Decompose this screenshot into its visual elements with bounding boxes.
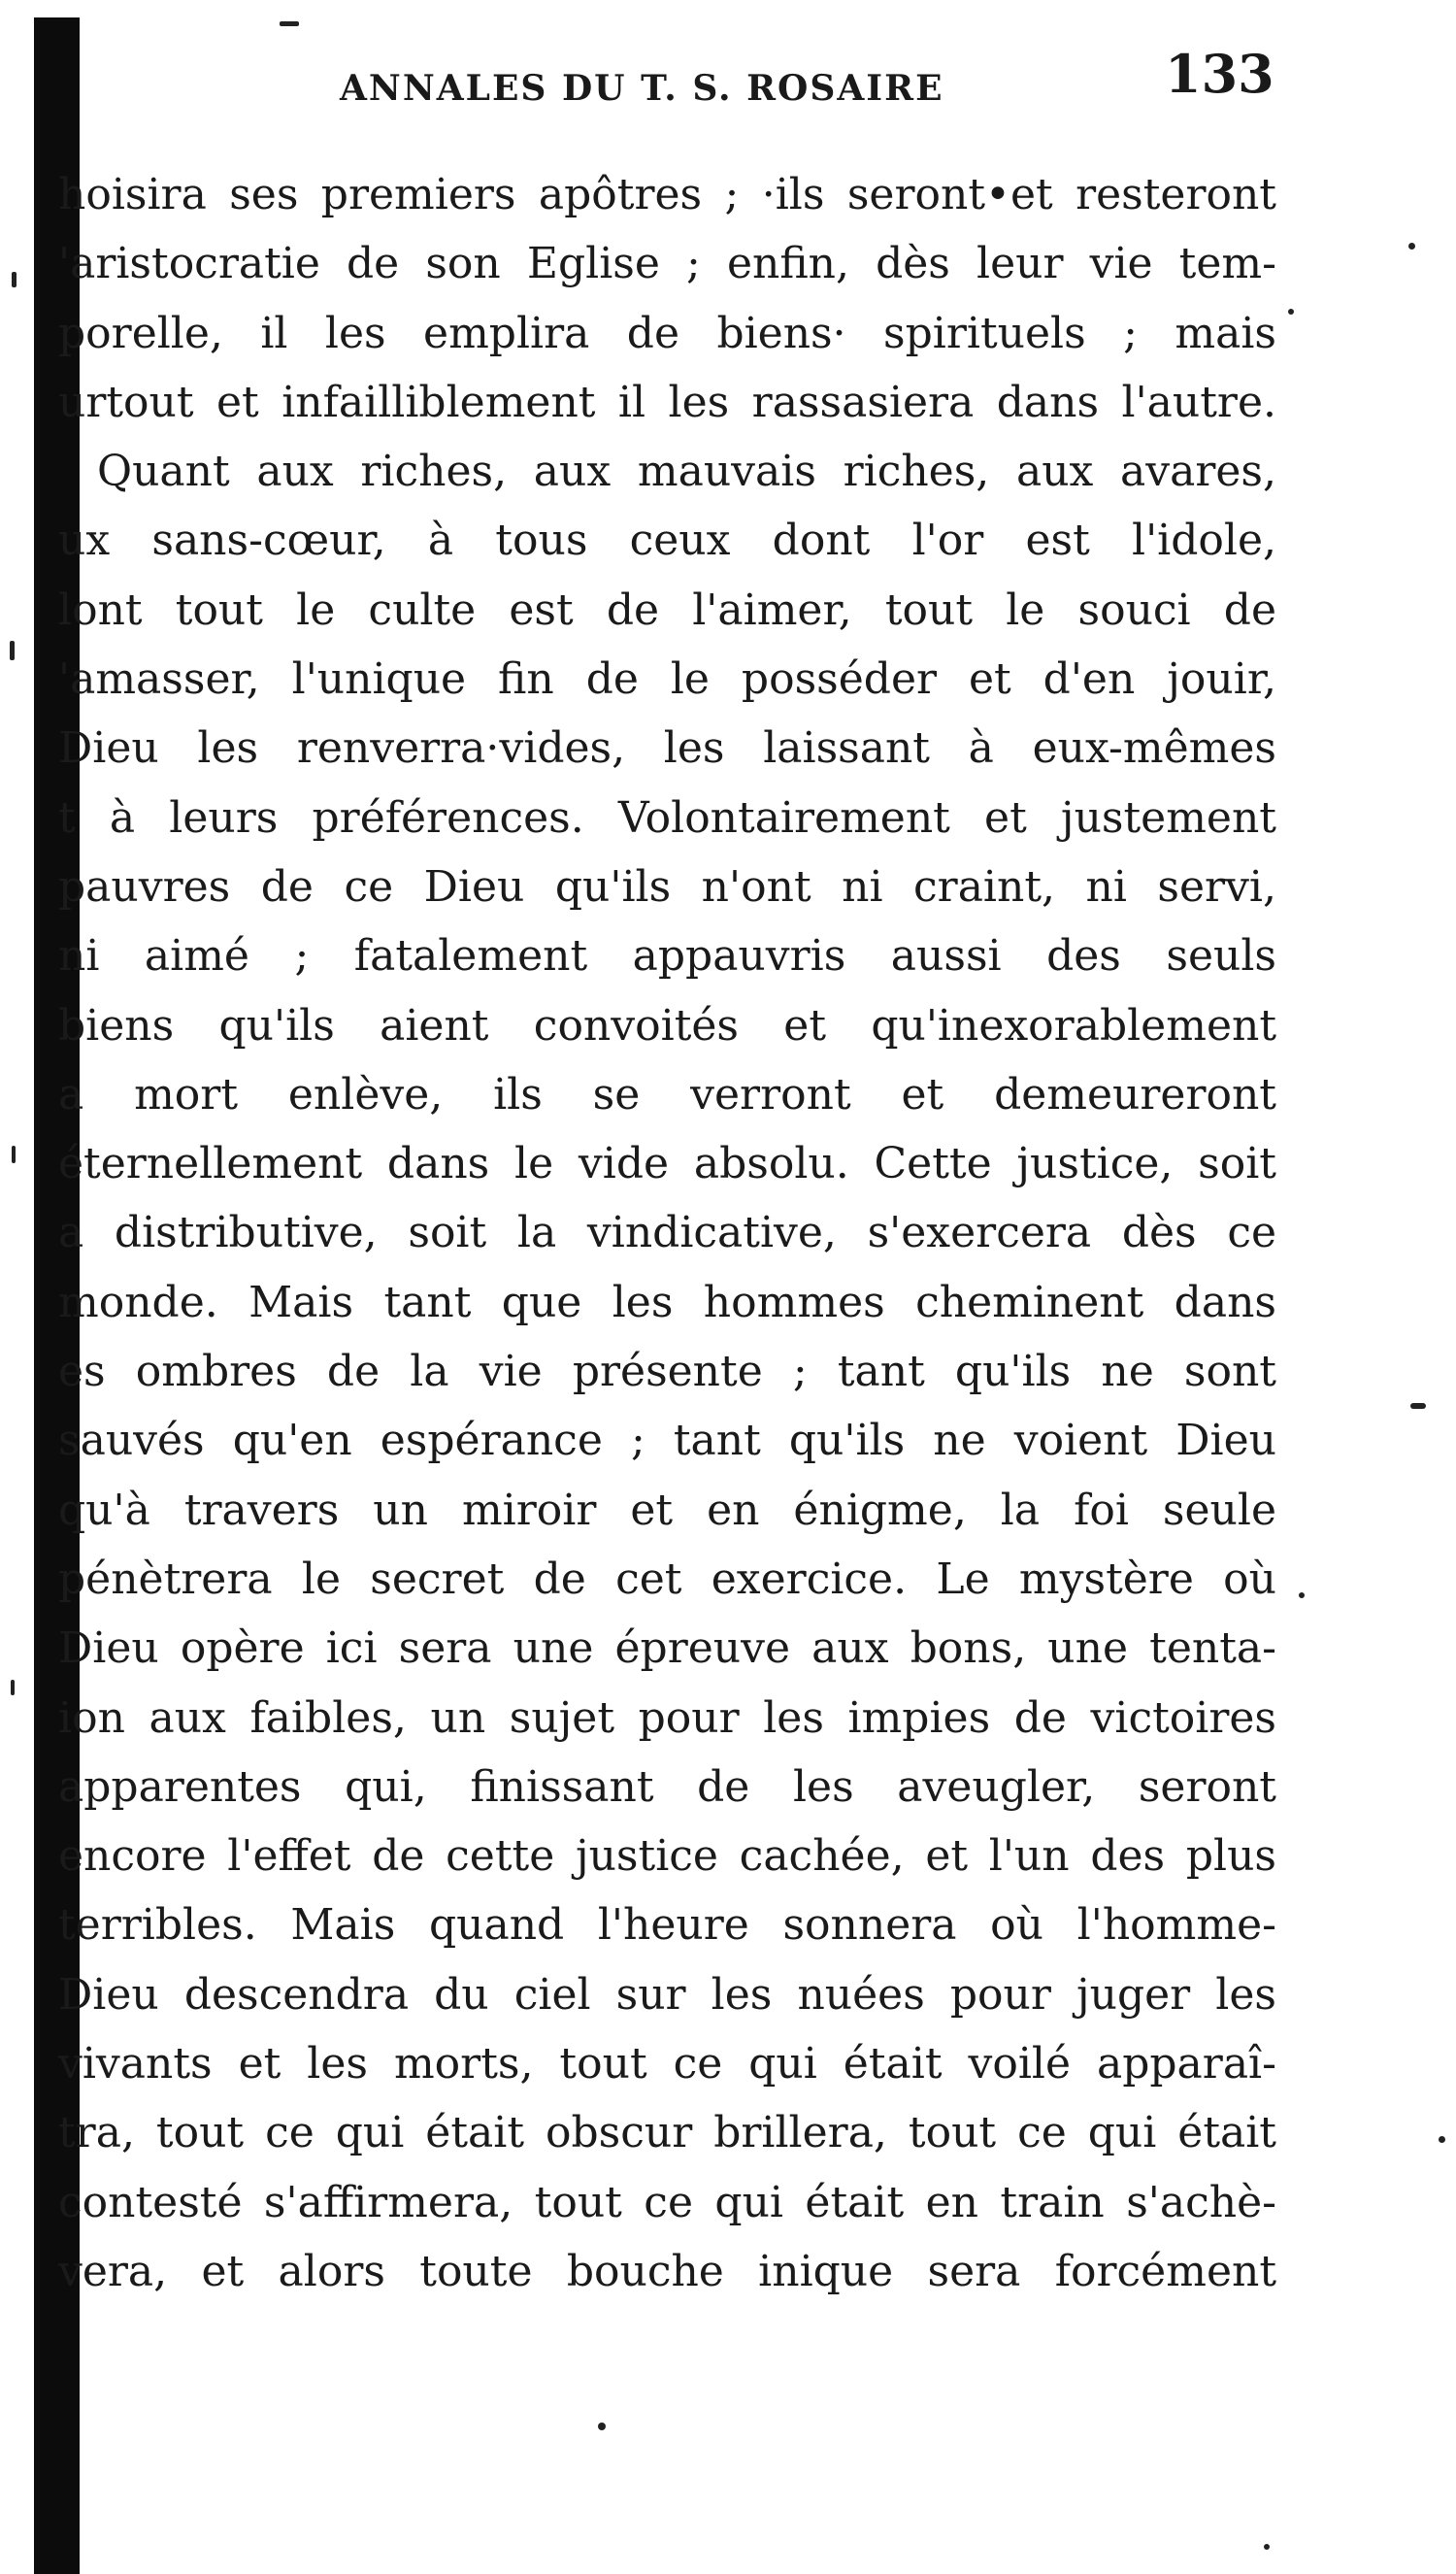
scan-speck: [1439, 2136, 1445, 2143]
running-title: ANNALES DU T. S. ROSAIRE: [340, 68, 944, 109]
body-text: [58, 160, 1276, 2306]
scan-speck: [12, 272, 17, 287]
scan-speck: [11, 1680, 15, 1695]
text-line: contesté s'affirmera, tout ce qui était en train s'achè-: [58, 2177, 1276, 2227]
text-line: qu'à travers un miroir et en énigme, la foi seule: [58, 1485, 1276, 1535]
paragraph-start-line: Quant aux riches, aux mauvais riches, aux avares,: [97, 447, 1276, 497]
scan-speck: [1410, 1403, 1426, 1409]
text-line: vera, et alors toute bouche inique sera forcément: [58, 2246, 1276, 2296]
text-line: monde. Mais tant que les hommes cheminent dans: [58, 1277, 1276, 1327]
text-line: pauvres de ce Dieu qu'ils n'ont ni craint, ni servi,: [58, 861, 1276, 912]
scan-speck: [1299, 1592, 1305, 1598]
text-line: terribles. Mais quand l'heure sonnera où l'homme-: [58, 1900, 1276, 1951]
text-line: Dieu descendra du ciel sur les nuées pour juger les: [58, 1969, 1276, 2020]
text-line: es ombres de la vie présente ; tant qu'ils ne sont: [58, 1347, 1276, 1397]
text-line: Dieu les renverra·vides, les laissant à eux-mêmes: [58, 723, 1276, 774]
text-line: porelle, il les emplira de biens· spirituels ; mais: [58, 308, 1276, 358]
scan-speck: [598, 2423, 606, 2430]
scan-speck: [1288, 309, 1294, 315]
scan-speck: [1408, 243, 1415, 250]
text-line: sauvés qu'en espérance ; tant qu'ils ne voient Dieu: [58, 1416, 1276, 1466]
text-line: t à leurs préférences. Volontairement et justement: [58, 792, 1276, 843]
page-number: 133: [1165, 43, 1274, 105]
text-line: encore l'effet de cette justice cachée, et l'un des plus: [58, 1831, 1276, 1882]
scan-speck: [10, 641, 15, 660]
text-line: apparentes qui, finissant de les aveugler, seront: [58, 1761, 1276, 1812]
text-line: ux sans-cœur, à tous ceux dont l'or est l'idole,: [58, 516, 1276, 566]
text-line: 'aristocratie de son Eglise ; enfin, dès leur vie tem-: [58, 239, 1276, 289]
scan-speck: [1264, 2544, 1270, 2550]
scan-speck: [12, 1146, 16, 1163]
text-line: a distributive, soit la vindicative, s'exercera dès ce: [58, 1208, 1276, 1258]
text-line: ion aux faibles, un sujet pour les impies de victoires: [58, 1692, 1276, 1743]
text-line: urtout et infailliblement il les rassasiera dans l'autre.: [58, 377, 1276, 427]
text-line: Dieu opère ici sera une épreuve aux bons, une tenta-: [58, 1623, 1276, 1674]
text-line: tra, tout ce qui était obscur brillera, tout ce qui était: [58, 2108, 1276, 2158]
text-line: éternellement dans le vide absolu. Cette justice, soit: [58, 1139, 1276, 1189]
text-line: pénètrera le secret de cet exercice. Le mystère où: [58, 1554, 1276, 1604]
text-line: a mort enlève, ils se verront et demeureront: [58, 1069, 1276, 1120]
scan-speck: [280, 21, 299, 26]
text-line: vivants et les morts, tout ce qui était voilé apparaî-: [58, 2039, 1276, 2089]
text-line: ni aimé ; fatalement appauvris aussi des seuls: [58, 931, 1276, 982]
text-line: lont tout le culte est de l'aimer, tout le souci de: [58, 585, 1276, 635]
text-line: hoisira ses premiers apôtres ; ·ils seront•et resteront: [58, 170, 1276, 219]
text-line: biens qu'ils aient convoités et qu'inexorablement: [58, 1000, 1276, 1051]
text-line: 'amasser, l'unique fin de le posséder et d'en jouir,: [58, 654, 1276, 705]
